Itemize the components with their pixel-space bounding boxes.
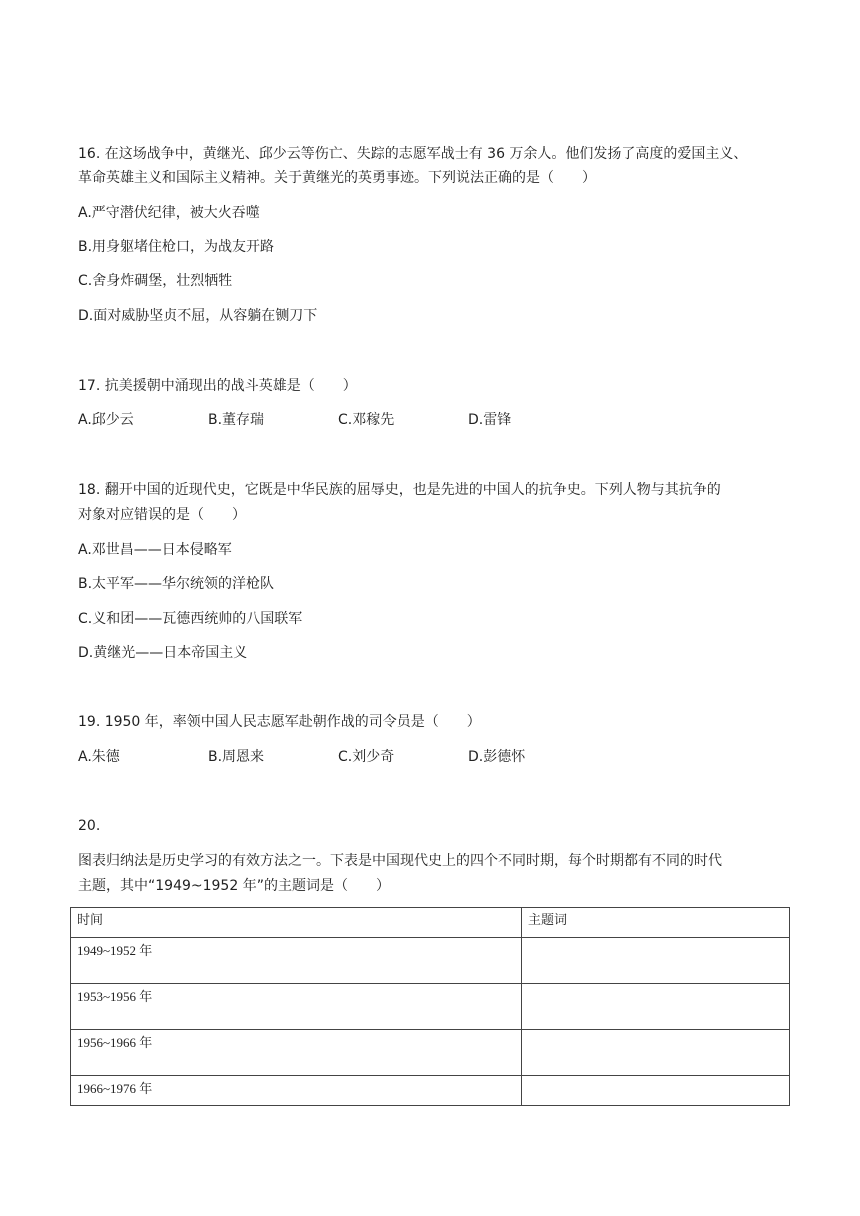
q19-option-d: D.彭德怀 (468, 749, 526, 765)
table-row (71, 938, 790, 984)
q18-stem-line2: 对象对应错误的是（ ） (78, 507, 246, 523)
q20-period-table (70, 907, 790, 1106)
q18-option-c: C.义和团——瓦德西统帅的八国联军 (78, 611, 303, 627)
q16-stem-line2: 革命英雄主义和国际主义精神。关于黄继光的英勇事迹。下列说法正确的是（ ） (78, 170, 596, 186)
table-row (71, 984, 790, 1030)
q16-option-c: C.舍身炸碉堡，壮烈牺牲 (78, 273, 233, 289)
q19-option-a: A.朱德 (78, 749, 120, 765)
q20-number: 20. (78, 818, 101, 834)
q17-option-a: A.邱少云 (78, 412, 134, 428)
q16-option-a: A.严守潜伏纪律，被大火吞噬 (78, 205, 260, 221)
q17-option-d: D.雷锋 (468, 412, 512, 428)
table-cell-theme (522, 984, 790, 1030)
table-cell-period: 1949~1952 年 (71, 938, 522, 984)
table-header-row (71, 908, 790, 938)
q18-option-a: A.邓世昌——日本侵略军 (78, 542, 232, 558)
q19-option-b: B.周恩来 (208, 749, 265, 765)
table-row (71, 1076, 790, 1106)
table-cell-theme (522, 938, 790, 984)
table-cell-theme (522, 1030, 790, 1076)
table-row (71, 1030, 790, 1076)
q19-option-c: C.刘少奇 (338, 749, 395, 765)
q17-option-b: B.董存瑞 (208, 412, 265, 428)
q17-option-c: C.邓稼先 (338, 412, 395, 428)
q18-stem-line1: 18. 翻开中国的近现代史，它既是中华民族的屈辱史，也是先进的中国人的抗争史。下列人物与其抗争的 (78, 482, 721, 498)
q16-option-b: B.用身躯堵住枪口，为战友开路 (78, 239, 275, 255)
q16-stem-line1: 16. 在这场战争中，黄继光、邱少云等伤亡、失踪的志愿军战士有 36 万余人。他们发扬了高度的爱国主义、 (78, 146, 748, 162)
table-cell-period: 1953~1956 年 (71, 984, 522, 1030)
q16-option-d: D.面对威胁坚贞不屈，从容躺在铡刀下 (78, 308, 318, 324)
q17-stem: 17. 抗美援朝中涌现出的战斗英雄是（ ） (78, 378, 357, 394)
table-cell-period: 1966~1976 年 (71, 1076, 522, 1106)
q20-stem-line2: 主题，其中“1949~1952 年”的主题词是（ ） (78, 878, 390, 894)
table-header-theme: 主题词 (522, 908, 790, 938)
table-cell-theme (522, 1076, 790, 1106)
q18-option-d: D.黄继光——日本帝国主义 (78, 645, 248, 661)
table-header-period: 时间 (71, 908, 522, 938)
q18-option-b: B.太平军——华尔统领的洋枪队 (78, 576, 275, 592)
q20-stem-line1: 图表归纳法是历史学习的有效方法之一。下表是中国现代史上的四个不同时期，每个时期都有不同的时代 (78, 853, 722, 869)
q19-stem: 19. 1950 年，率领中国人民志愿军赴朝作战的司令员是（ ） (78, 714, 481, 730)
table-cell-period: 1956~1966 年 (71, 1030, 522, 1076)
